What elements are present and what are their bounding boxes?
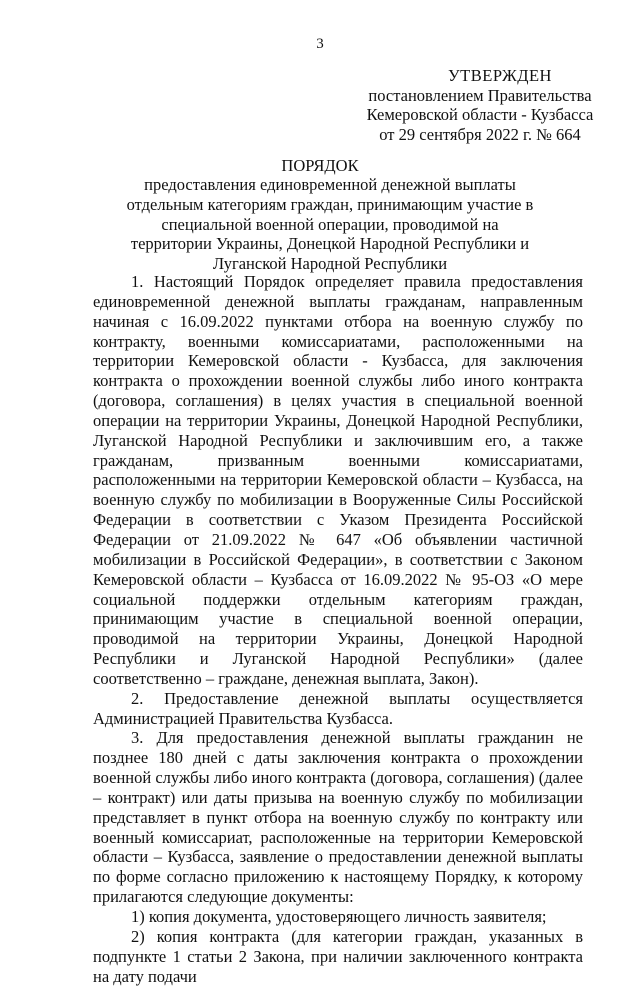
paragraph: 2) копия контракта (для категории граждан, указанных в подпункте 1 статьи 2 Закона, при наличии заключенного контракта на дату подачи [93, 926, 583, 986]
approval-title: УТВЕРЖДЕН [448, 66, 552, 85]
paragraph: 1. Настоящий Порядок определяет правила предоставления единовременной денежной выплаты гражданам, направленным начиная с 16.09.2022 пунктами отбора на военную службу по контракту, военными комиссариатами, расположенными на территории Кемеровской области - Кузбасса, для заключения контракта о прохождении военной службы либо иного контракта (договора, соглашения) в целях участия в специальной военной операции на территории Украины, Донецкой Народной Республики, Луганской Народной Республики и заключившим его, а также гражданам, призванным военными комиссариатами, расположенными на территории Кемеровской области – Кузбасса, на военную службу по мобилизации в Вооруженные Силы Российской Федерации в соответствии с Указом Президента Российской Федерации от 21.09.2022 № 647 «Об объявлении частичной мобилизации в Российской Федерации», в соответствии с Законом Кемеровской области – Кузбасса от 16.09.2022 № 95-ОЗ «О мере социальной поддержки отдельным категориям граждан, принимающим участие в специальной военной операции, проводимой на территории Украины, Донецкой Народной Республики и Луганской Народной Республики» (далее соответственно – граждане, денежная выплата, Закон). [93, 272, 583, 688]
paragraph: 1) копия документа, удостоверяющего личность заявителя; [131, 907, 547, 926]
document-body [93, 272, 583, 986]
approval-line: постановлением Правительства [368, 85, 592, 105]
page-number: 3 [316, 36, 324, 52]
paragraph: 2. Предоставление денежной выплаты осуществляется Администрацией Правительства Кузбасса. [93, 688, 583, 728]
paragraph: 3. Для предоставления денежной выплаты гражданин не позднее 180 дней с даты заключения контракта о прохождении военной службы либо иного контракта (договора, соглашения) (далее – контракт) или даты призыва на военную службу по мобилизации представляет в пункт отбора на военную службу по контракту или военный комиссариат, расположенные на территории Кемеровской области – Кузбасса, заявление о предоставлении денежной выплаты по форме согласно приложению к настоящему Порядку, к которому прилагаются следующие документы: [93, 728, 583, 907]
approval-stamp [350, 66, 610, 144]
document-subtitle: предоставления единовременной денежной выплаты отдельным категориям граждан, принимающим участие в специальной военной операции, проводимой на территории Украины, Донецкой Народной Республики и Луганской Народной Республики [126, 175, 534, 274]
approval-line: Кемеровской области - Кузбасса [366, 105, 594, 124]
approval-line: от 29 сентября 2022 г. № 664 [379, 124, 581, 144]
document-title: ПОРЯДОК [281, 156, 359, 175]
